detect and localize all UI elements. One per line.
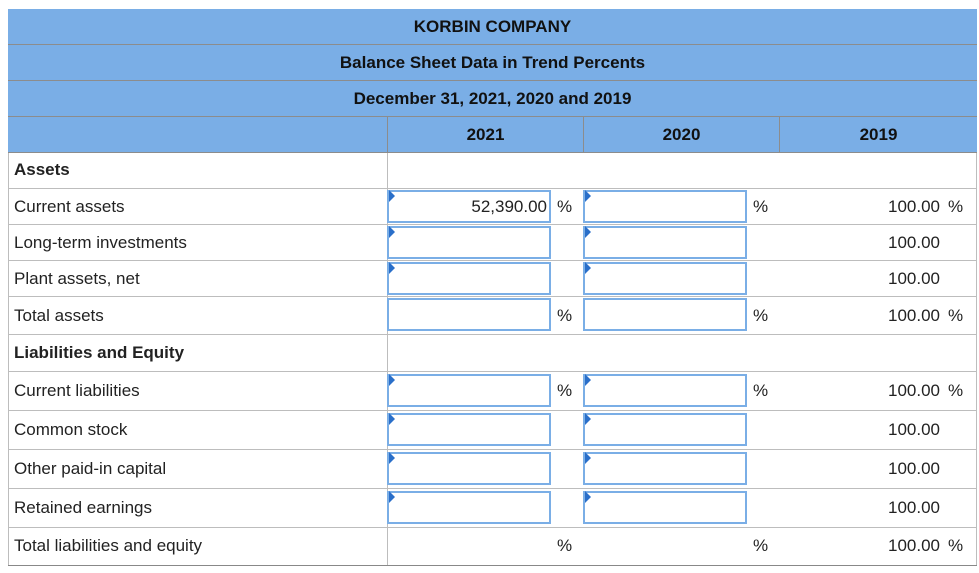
value-2019-common-stock: 100.00 <box>888 420 940 439</box>
percent-sign: % <box>557 381 573 400</box>
input-2020-retained-earnings[interactable] <box>583 491 747 524</box>
input-marker-icon <box>389 452 395 464</box>
row-label-other-paid-in-capital: Other paid-in capital <box>14 459 167 478</box>
table-border-bottom <box>8 565 977 566</box>
input-2020-other-paid-in-capital[interactable] <box>583 452 747 485</box>
section-assets: Assets <box>14 160 70 179</box>
input-marker-icon <box>389 190 395 202</box>
input-2021-current-liabilities[interactable] <box>387 374 551 407</box>
percent-sign: % <box>753 381 769 400</box>
input-2021-total-assets[interactable] <box>387 298 551 331</box>
row-label-long-term-investments: Long-term investments <box>14 233 187 252</box>
input-2020-current-liabilities[interactable] <box>583 374 747 407</box>
percent-sign: % <box>948 381 964 400</box>
report-date: December 31, 2021, 2020 and 2019 <box>8 81 977 117</box>
row-label-current-assets: Current assets <box>14 197 125 216</box>
input-2021-current-assets[interactable] <box>387 190 551 223</box>
row-label-common-stock: Common stock <box>14 420 128 439</box>
row-label-total-assets: Total assets <box>14 306 104 325</box>
input-2021-common-stock[interactable] <box>387 413 551 446</box>
input-2021-retained-earnings[interactable] <box>387 491 551 524</box>
input-2021-long-term-investments[interactable] <box>387 226 551 259</box>
input-marker-icon <box>585 491 591 503</box>
input-marker-icon <box>585 413 591 425</box>
row-label-plant-assets: Plant assets, net <box>14 269 140 288</box>
table-border-right <box>976 153 977 566</box>
percent-sign: % <box>948 197 964 216</box>
value-2019-other-paid-in-capital: 100.00 <box>888 459 940 478</box>
input-marker-icon <box>389 262 395 274</box>
input-marker-icon <box>585 226 591 238</box>
percent-sign: % <box>557 536 573 555</box>
report-title: Balance Sheet Data in Trend Percents <box>8 45 977 81</box>
input-marker-icon <box>389 226 395 238</box>
row-label-total-liabilities-equity: Total liabilities and equity <box>14 536 203 555</box>
section-liabilities-equity: Liabilities and Equity <box>14 343 185 362</box>
input-2020-plant-assets[interactable] <box>583 262 747 295</box>
value-2019-total-liabilities-equity: 100.00 <box>888 536 940 555</box>
input-2021-other-paid-in-capital[interactable] <box>387 452 551 485</box>
percent-sign: % <box>557 197 573 216</box>
column-header-2019: 2019 <box>779 117 977 153</box>
company-name: KORBIN COMPANY <box>8 9 977 45</box>
value-2019-current-liabilities: 100.00 <box>888 381 940 400</box>
percent-sign: % <box>753 536 769 555</box>
input-marker-icon <box>389 374 395 386</box>
value-2019-long-term-investments: 100.00 <box>888 233 940 252</box>
input-marker-icon <box>585 262 591 274</box>
input-marker-icon <box>585 452 591 464</box>
input-marker-icon <box>389 413 395 425</box>
percent-sign: % <box>753 197 769 216</box>
percent-sign: % <box>557 306 573 325</box>
input-2020-long-term-investments[interactable] <box>583 226 747 259</box>
input-2020-total-assets[interactable] <box>583 298 747 331</box>
value-2019-retained-earnings: 100.00 <box>888 498 940 517</box>
input-marker-icon <box>389 491 395 503</box>
column-header-2021: 2021 <box>387 117 583 153</box>
percent-sign: % <box>948 306 964 325</box>
row-label-retained-earnings: Retained earnings <box>14 498 152 517</box>
row-label-current-liabilities: Current liabilities <box>14 381 140 400</box>
input-2020-current-assets[interactable] <box>583 190 747 223</box>
percent-sign: % <box>753 306 769 325</box>
label-column-header <box>8 117 387 153</box>
column-header-2020: 2020 <box>583 117 779 153</box>
value-2019-plant-assets: 100.00 <box>888 269 940 288</box>
input-2020-common-stock[interactable] <box>583 413 747 446</box>
percent-sign: % <box>948 536 964 555</box>
input-marker-icon <box>585 374 591 386</box>
input-2021-plant-assets[interactable] <box>387 262 551 295</box>
table-border-left <box>8 153 9 566</box>
value-2019-total-assets: 100.00 <box>888 306 940 325</box>
input-marker-icon <box>585 190 591 202</box>
value-2019-current-assets: 100.00 <box>888 197 940 216</box>
